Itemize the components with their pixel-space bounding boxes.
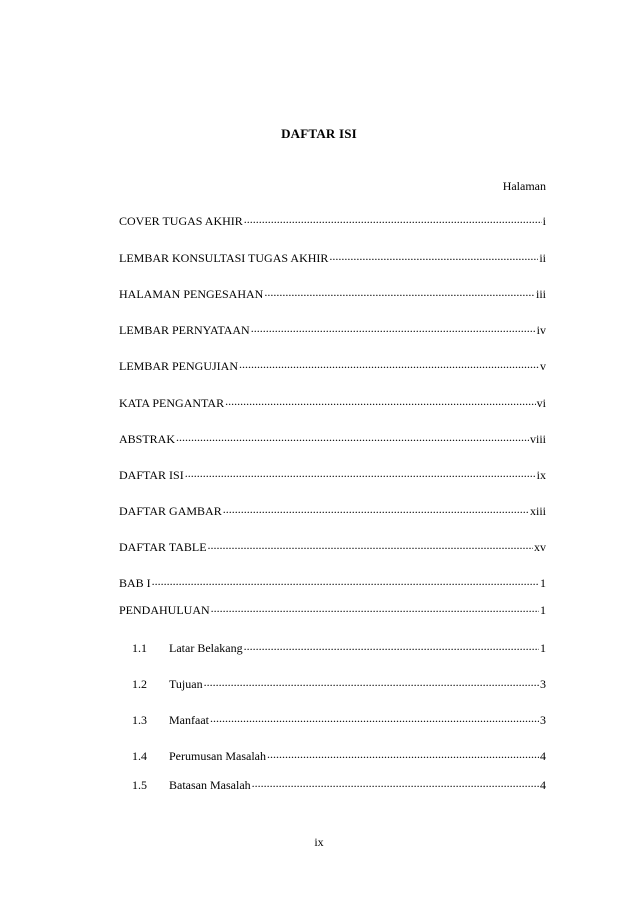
toc-entry-label: COVER TUGAS AKHIR — [119, 214, 243, 228]
toc-entry-page: iv — [536, 323, 546, 337]
page-column-header: Halaman — [502, 179, 546, 193]
toc-subentry-number: 1.1 — [132, 641, 147, 655]
toc-subentry — [132, 748, 546, 764]
toc-subentry-page: 4 — [540, 749, 546, 763]
toc-entry-label: DAFTAR TABLE — [119, 540, 207, 554]
toc-entry-label: LEMBAR PERNYATAAN — [119, 323, 250, 337]
toc-subentry — [132, 777, 546, 793]
toc-subentry-number: 1.2 — [132, 677, 147, 691]
toc-subentry-label: Tujuan — [169, 677, 203, 691]
toc-entry — [119, 575, 546, 591]
toc-entry — [119, 602, 546, 618]
toc-subentry-page: 4 — [540, 778, 546, 792]
toc-entry-page: 1 — [540, 603, 546, 617]
toc-entry-page: ix — [536, 468, 546, 482]
toc-entry-label: PENDAHULUAN — [119, 603, 210, 617]
dot-leader — [208, 539, 533, 551]
toc-entry-page: vi — [536, 396, 546, 410]
dot-leader — [223, 503, 529, 515]
toc-entry-label: LEMBAR KONSULTASI TUGAS AKHIR — [119, 251, 329, 265]
toc-entry — [119, 467, 546, 483]
dot-leader — [210, 712, 539, 724]
toc-entry — [119, 250, 546, 266]
toc-entry — [119, 539, 546, 555]
toc-entry-page: xv — [534, 540, 546, 554]
toc-subentry-label: Perumusan Masalah — [169, 749, 266, 763]
toc-entry-page: i — [542, 214, 546, 228]
toc-entry-label: BAB I — [119, 576, 151, 590]
dot-leader — [251, 322, 536, 334]
toc-entry-page: viii — [529, 432, 546, 446]
toc-subentry-label: Batasan Masalah — [169, 778, 251, 792]
toc-entry — [119, 431, 546, 447]
toc-entry-label: ABSTRAK — [119, 432, 176, 446]
dot-leader — [204, 676, 539, 688]
toc-subentry-number: 1.3 — [132, 713, 147, 727]
dot-leader — [176, 431, 529, 443]
toc-entry-page: v — [540, 359, 546, 373]
toc-entry-label: HALAMAN PENGESAHAN — [119, 287, 264, 301]
toc-subentry-label: Latar Belakang — [169, 641, 243, 655]
toc-entry-page: iii — [535, 287, 546, 301]
dot-leader — [252, 777, 539, 789]
toc-entry-label: LEMBAR PENGUJIAN — [119, 359, 239, 373]
toc-subentry-page: 3 — [540, 713, 546, 727]
toc-subentry-page: 3 — [540, 677, 546, 691]
page-title: DAFTAR ISI — [281, 126, 357, 141]
toc-entry — [119, 503, 546, 519]
toc-entry — [119, 395, 546, 411]
dot-leader — [225, 395, 536, 407]
dot-leader — [211, 602, 539, 614]
toc-subentry — [132, 676, 546, 692]
dot-leader — [267, 748, 539, 760]
dot-leader — [244, 640, 539, 652]
toc-subentry-label: Manfaat — [169, 713, 209, 727]
toc-entry-page: 1 — [540, 576, 546, 590]
toc-subentry-number: 1.5 — [132, 778, 147, 792]
dot-leader — [185, 467, 536, 479]
toc-entry — [119, 358, 546, 374]
toc-entry — [119, 213, 546, 229]
toc-entry-label: DAFTAR ISI — [119, 468, 184, 482]
dot-leader — [329, 250, 538, 262]
toc-subentry-page: 1 — [540, 641, 546, 655]
page-number: ix — [314, 835, 324, 849]
dot-leader — [239, 358, 539, 370]
toc-entry-page: xiii — [529, 504, 546, 518]
toc-entry — [119, 322, 546, 338]
dot-leader — [152, 575, 539, 587]
toc-entry-label: DAFTAR GAMBAR — [119, 504, 222, 518]
toc-entry-label: KATA PENGANTAR — [119, 396, 225, 410]
toc-subentry — [132, 640, 546, 656]
toc-entry-page: ii — [539, 251, 546, 265]
dot-leader — [244, 213, 542, 225]
dot-leader — [264, 286, 535, 298]
toc-subentry — [132, 712, 546, 728]
toc-entry — [119, 286, 546, 302]
toc-subentry-number: 1.4 — [132, 749, 147, 763]
